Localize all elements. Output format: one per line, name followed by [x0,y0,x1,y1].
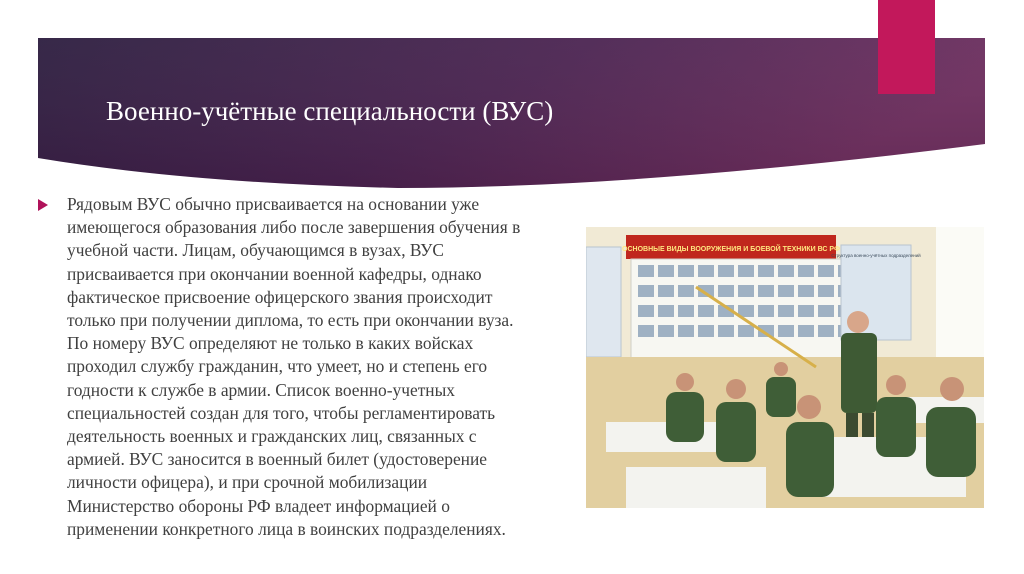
body-paragraph: Рядовым ВУС обычно присваивается на основании уже имеющегося образования либо после завершения обучения в учебной части. Лицам, обучающимся в вузах, ВУС присваивается при окончании военной кафедры, однако фактическое присвоение офицерского звания происходит только при получении диплома, то есть при окончании вуза. По номеру ВУС определяют не только в каких войсках проходил службу гражданин, что умеет, но и степень его годности к службе в армии. Список военно-учетных специальностей создан для того, чтобы регламентировать деятельность военных и гражданских лиц, связанных с армией. ВУС заносится в военный билет (удостоверение личности офицера), и при срочной мобилизации Министерство обороны РФ владеет информацией о применении конкретного лица в воинских подразделениях. [67,194,521,539]
photo-side-poster-text: Структура военно-учётных подразделений [831,253,921,258]
slide-title: Военно-учётные специальности (ВУС) [106,96,554,126]
classroom-photo [586,227,984,508]
accent-tab [878,0,935,94]
photo-banner-text: ОСНОВНЫЕ ВИДЫ ВООРУЖЕНИЯ И БОЕВОЙ ТЕХНИКИ ВС РФ [622,246,840,253]
triangle-bullet-icon [38,198,48,210]
